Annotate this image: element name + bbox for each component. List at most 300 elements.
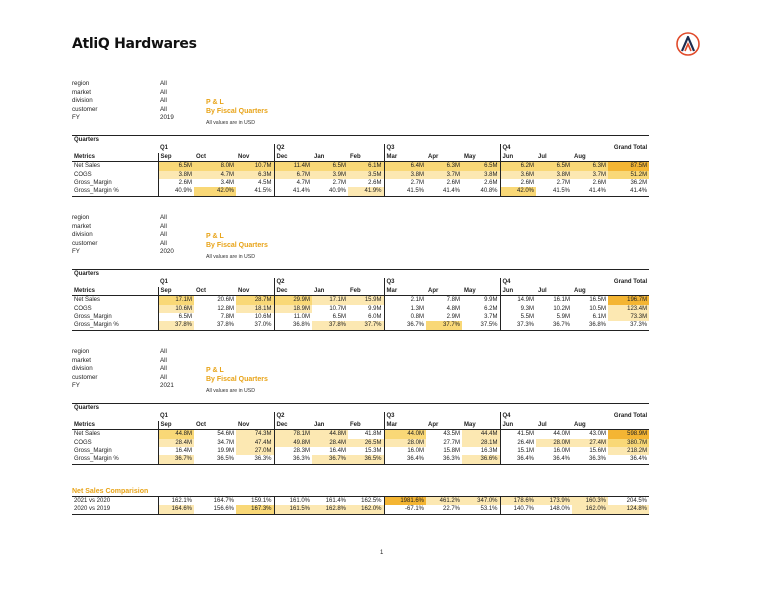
value-cell: 8.0M	[194, 162, 236, 171]
value-cell: 2.6M	[158, 179, 194, 187]
value-cell: 9.9M	[368, 305, 382, 312]
value-cell: 2.7M	[332, 180, 346, 187]
month-header: Nov	[236, 153, 274, 162]
month-header: Aug	[572, 153, 608, 162]
month-header: Jun	[500, 287, 536, 296]
value-cell: 36.4%	[500, 455, 536, 464]
value-cell: 42.0%	[194, 187, 236, 196]
value-cell: 17.1M	[158, 296, 194, 305]
month-header: Feb	[348, 421, 384, 430]
filter-label: region	[72, 80, 90, 87]
value-cell: 4.8M	[446, 305, 460, 312]
pl-heading	[206, 98, 268, 116]
quarter-header: Q4	[500, 144, 608, 152]
value-cell: 36.3%	[572, 455, 608, 464]
value-cell: 22.7%	[426, 505, 462, 514]
comparison-label: 2020 vs 2019	[72, 505, 158, 514]
metric-label: Net Sales	[74, 163, 101, 170]
value-cell: 37.3%	[608, 321, 649, 330]
value-cell: 12.8M	[217, 305, 234, 312]
filter-label: division	[72, 365, 93, 373]
value-cell: 28.0M	[384, 439, 426, 447]
value-cell: 7.8M	[446, 297, 460, 304]
value-cell: 3.9M	[312, 171, 348, 179]
value-cell: 49.8M	[274, 439, 312, 447]
filter-value: All	[160, 105, 167, 113]
value-cell: 1.3M	[384, 305, 426, 313]
value-cell: 6.7M	[274, 171, 312, 179]
value-cell: 28.7M	[236, 296, 274, 305]
quarters-label: Quarters	[72, 136, 649, 145]
month-header: Jul	[536, 421, 572, 430]
metric-label: Net Sales	[74, 431, 101, 438]
value-cell: 6.2M	[500, 162, 536, 171]
pl-heading	[206, 232, 268, 250]
value-cell: 15.8M	[443, 448, 460, 455]
value-cell: 19.9M	[217, 448, 234, 455]
quarter-header: Q1	[160, 145, 169, 152]
table-row	[72, 455, 649, 464]
value-cell: 6.1M	[348, 162, 384, 171]
value-cell: 47.4M	[236, 439, 274, 447]
filter-label: division	[72, 97, 93, 105]
value-cell: 54.6M	[217, 431, 234, 438]
month-header: Mar	[384, 153, 426, 162]
value-cell: 2.7M	[556, 180, 570, 187]
value-cell: 140.7%	[500, 505, 536, 514]
value-cell: 18.9M	[274, 305, 312, 313]
metrics-header: Metrics	[72, 287, 158, 296]
value-cell: 41.4%	[572, 187, 608, 196]
value-cell: 3.8M	[462, 171, 500, 179]
value-cell: 156.6%	[194, 505, 236, 514]
value-cell: 36.3%	[426, 455, 462, 464]
month-header: May	[462, 421, 500, 430]
month-header: May	[462, 287, 500, 296]
value-cell: 16.1M	[553, 297, 570, 304]
quarter-header: Q3	[384, 278, 500, 286]
filter-label: FY	[72, 114, 80, 122]
value-cell: 28.4M	[158, 439, 194, 447]
value-cell: 15.6M	[589, 448, 606, 455]
value-cell: 40.9%	[158, 187, 194, 196]
filter-label: customer	[72, 373, 98, 381]
month-header: Jun	[500, 421, 536, 430]
value-cell: 78.1M	[274, 430, 312, 439]
value-cell: 10.2M	[553, 305, 570, 312]
units-note: All values are in USD	[206, 254, 256, 260]
value-cell: 159.1%	[236, 497, 274, 506]
value-cell: 6.5M	[312, 162, 348, 171]
pl-table	[72, 403, 648, 465]
value-cell: 0.8M	[384, 313, 426, 321]
metric-label: Gross_Margin	[74, 314, 112, 321]
filter-value: All	[160, 222, 167, 230]
filter-label: market	[72, 356, 91, 364]
filter-value: All	[160, 97, 167, 105]
value-cell: 162.0%	[348, 505, 384, 514]
month-header: Oct	[194, 153, 236, 162]
value-cell: 37.8%	[158, 321, 194, 330]
value-cell: 27.7M	[443, 439, 460, 446]
metric-label: Gross_Margin %	[72, 187, 158, 196]
filter-label: region	[72, 348, 90, 355]
table-row	[72, 439, 649, 447]
value-cell: 53.1%	[462, 505, 500, 514]
metric-label: Net Sales	[74, 297, 101, 304]
metric-label: Gross_Margin %	[72, 455, 158, 464]
month-header: Sep	[158, 421, 194, 430]
value-cell: 10.6M	[254, 314, 272, 321]
quarter-header: Q3	[384, 144, 500, 152]
value-cell: 44.8M	[158, 430, 194, 439]
metric-label: Gross_Margin	[74, 180, 112, 187]
value-cell: 3.7M	[572, 171, 608, 179]
month-header: Jan	[312, 421, 348, 430]
value-cell: 41.9%	[348, 187, 384, 196]
value-cell: 36.7%	[158, 455, 194, 464]
table-row	[72, 497, 649, 506]
table-row	[72, 305, 649, 313]
comparison-title: Net Sales Comparision	[72, 488, 149, 495]
value-cell: 41.4%	[426, 187, 462, 196]
month-header: Aug	[572, 287, 608, 296]
value-cell: 44.0M	[384, 430, 426, 439]
value-cell: 164.7%	[194, 497, 236, 506]
value-cell: 15.3M	[364, 448, 382, 455]
value-cell: 3.6M	[500, 171, 536, 179]
value-cell: 28.1M	[462, 439, 500, 447]
value-cell: 5.9M	[556, 314, 570, 321]
comparison-table	[72, 496, 647, 515]
value-cell: 10.7M	[329, 305, 346, 312]
value-cell: 7.8M	[220, 314, 234, 321]
month-header: May	[462, 153, 500, 162]
month-header: Jul	[536, 153, 572, 162]
value-cell: 44.0M	[553, 431, 570, 438]
value-cell: 162.8%	[312, 505, 348, 514]
quarter-header: Q4	[500, 412, 608, 420]
filter-value: 2021	[160, 382, 174, 390]
value-cell: 37.0%	[236, 321, 274, 330]
filter-label: FY	[72, 248, 80, 256]
page-number: 1	[380, 550, 384, 556]
value-cell: 41.4%	[608, 187, 649, 196]
value-cell: 3.5M	[348, 171, 384, 179]
value-cell: 6.3M	[426, 162, 462, 171]
pl-subtitle: By Fiscal Quarters	[206, 376, 268, 383]
metric-label: Gross_Margin %	[72, 321, 158, 330]
value-cell: 27.0M	[236, 447, 274, 455]
value-cell: 36.4%	[608, 455, 649, 464]
metrics-header: Metrics	[72, 421, 158, 430]
value-cell: 9.3M	[500, 305, 536, 313]
month-header: Mar	[384, 421, 426, 430]
filter-value: All	[160, 214, 167, 221]
value-cell: 36.3%	[274, 455, 312, 464]
metric-label: COGS	[74, 305, 92, 312]
metrics-header: Metrics	[72, 153, 158, 162]
value-cell: 43.0M	[589, 431, 606, 438]
value-cell: 51.2M	[608, 171, 649, 179]
value-cell: -67.1%	[384, 505, 426, 514]
value-cell: 37.5%	[462, 321, 500, 330]
value-cell: 6.5M	[158, 313, 194, 321]
filter-label: customer	[72, 105, 98, 113]
value-cell: 16.0M	[553, 448, 570, 455]
filter-label: market	[72, 222, 91, 230]
value-cell: 36.7%	[536, 321, 572, 330]
value-cell: 44.8M	[312, 430, 348, 439]
value-cell: 160.3%	[572, 497, 608, 506]
value-cell: 16.3M	[480, 448, 498, 455]
value-cell: 36.2M	[630, 180, 648, 187]
value-cell: 161.0%	[274, 497, 312, 506]
value-cell: 2.7M	[384, 179, 426, 187]
value-cell: 347.0%	[462, 497, 500, 506]
value-cell: 36.8%	[274, 321, 312, 330]
value-cell: 161.4%	[312, 497, 348, 506]
value-cell: 36.4%	[384, 455, 426, 464]
value-cell: 204.5%	[608, 497, 649, 506]
pl-subtitle: By Fiscal Quarters	[206, 108, 268, 115]
metric-label: COGS	[74, 171, 92, 178]
value-cell: 15.1M	[500, 447, 536, 455]
month-header: Jan	[312, 287, 348, 296]
filter-value: All	[160, 373, 167, 381]
value-cell: 37.3%	[500, 321, 536, 330]
value-cell: 16.5M	[589, 297, 606, 304]
value-cell: 87.5M	[608, 162, 649, 171]
pl-title: P & L	[206, 367, 224, 374]
value-cell: 6.5M	[536, 162, 572, 171]
quarter-header: Q1	[160, 279, 169, 286]
month-header: Apr	[426, 421, 462, 430]
value-cell: 3.7M	[484, 314, 498, 321]
table-row	[72, 430, 649, 439]
quarters-label: Quarters	[72, 270, 649, 279]
value-cell: 598.9M	[608, 430, 649, 439]
value-cell: 4.7M	[194, 171, 236, 179]
value-cell: 10.7M	[236, 162, 274, 171]
quarter-header: Q3	[384, 412, 500, 420]
value-cell: 162.1%	[158, 497, 194, 506]
value-cell: 3.7M	[426, 171, 462, 179]
filter-value: 2020	[160, 248, 174, 256]
month-header: Sep	[158, 153, 194, 162]
metric-label: Gross_Margin	[74, 448, 112, 455]
filter-value: All	[160, 239, 167, 247]
value-cell: 380.7M	[608, 439, 649, 447]
value-cell: 11.0M	[274, 313, 312, 321]
month-header: Dec	[274, 153, 312, 162]
value-cell: 27.4M	[572, 439, 608, 447]
quarter-header: Q2	[274, 412, 384, 420]
grand-total-header: Grand Total	[613, 279, 648, 286]
value-cell: 36.4%	[536, 455, 572, 464]
value-cell: 41.5%	[384, 187, 426, 196]
value-cell: 2.6M	[446, 180, 460, 187]
value-cell: 26.5M	[348, 439, 384, 447]
filter-value: All	[160, 365, 167, 373]
value-cell: 1981.6%	[384, 497, 426, 506]
value-cell: 36.3%	[236, 455, 274, 464]
value-cell: 74.3M	[236, 430, 274, 439]
value-cell: 37.8%	[194, 321, 236, 330]
value-cell: 36.7%	[384, 321, 426, 330]
month-header: Sep	[158, 287, 194, 296]
table-row	[72, 321, 649, 330]
value-cell: 28.4M	[312, 439, 348, 447]
value-cell: 10.6M	[158, 305, 194, 313]
table-row	[72, 447, 649, 455]
pl-table	[72, 135, 648, 197]
value-cell: 43.5M	[443, 431, 460, 438]
value-cell: 2.6M	[368, 180, 382, 187]
value-cell: 124.8%	[608, 505, 649, 514]
value-cell: 41.8M	[364, 431, 382, 438]
value-cell: 40.8%	[462, 187, 500, 196]
value-cell: 196.7M	[608, 296, 649, 305]
value-cell: 17.1M	[312, 296, 348, 305]
value-cell: 36.5%	[348, 455, 384, 464]
value-cell: 36.7%	[312, 455, 348, 464]
month-header: Dec	[274, 287, 312, 296]
table-row	[72, 171, 649, 179]
value-cell: 6.0M	[368, 314, 382, 321]
units-note: All values are in USD	[206, 388, 256, 394]
value-cell: 178.6%	[500, 497, 536, 506]
value-cell: 16.0M	[384, 447, 426, 455]
value-cell: 20.6M	[217, 297, 234, 304]
month-header: Dec	[274, 421, 312, 430]
value-cell: 41.5M	[500, 430, 536, 439]
month-header: Jul	[536, 287, 572, 296]
quarter-header: Q4	[500, 278, 608, 286]
filter-label: market	[72, 88, 91, 96]
month-header: Oct	[194, 287, 236, 296]
app-title: AtliQ Hardwares	[72, 36, 197, 52]
value-cell: 164.6%	[158, 505, 194, 514]
month-header: Feb	[348, 153, 384, 162]
table-row	[72, 505, 649, 514]
value-cell: 161.5%	[274, 505, 312, 514]
value-cell: 2.9M	[446, 314, 460, 321]
pl-title: P & L	[206, 99, 224, 106]
value-cell: 29.9M	[274, 296, 312, 305]
value-cell: 11.4M	[274, 162, 312, 171]
units-note: All values are in USD	[206, 120, 256, 126]
month-header: Apr	[426, 287, 462, 296]
month-header: Nov	[236, 421, 274, 430]
value-cell: 36.8%	[572, 321, 608, 330]
value-cell: 18.1M	[236, 305, 274, 313]
month-header: Mar	[384, 287, 426, 296]
value-cell: 6.3M	[572, 162, 608, 171]
value-cell: 15.9M	[348, 296, 384, 305]
value-cell: 3.8M	[536, 171, 572, 179]
value-cell: 16.4M	[329, 448, 346, 455]
value-cell: 42.0%	[500, 187, 536, 196]
value-cell: 37.7%	[426, 321, 462, 330]
table-row	[72, 187, 649, 196]
value-cell: 162.5%	[348, 497, 384, 506]
pl-heading	[206, 366, 268, 384]
table-row	[72, 313, 649, 321]
metric-label: COGS	[74, 439, 92, 446]
quarter-header: Q1	[160, 413, 169, 420]
filter-panel	[72, 348, 208, 391]
value-cell: 26.4M	[500, 439, 536, 447]
value-cell: 10.5M	[589, 305, 606, 312]
value-cell: 4.7M	[274, 179, 312, 187]
pl-subtitle: By Fiscal Quarters	[206, 242, 268, 249]
month-header: Apr	[426, 153, 462, 162]
month-header: Oct	[194, 421, 236, 430]
value-cell: 40.9%	[312, 187, 348, 196]
value-cell: 16.4M	[158, 447, 194, 455]
pl-title: P & L	[206, 233, 224, 240]
value-cell: 6.2M	[484, 305, 498, 312]
grand-total-header: Grand Total	[613, 413, 648, 420]
value-cell: 28.0M	[536, 439, 572, 447]
quarters-label: Quarters	[72, 404, 649, 413]
value-cell: 36.5%	[194, 455, 236, 464]
filter-value: All	[160, 88, 167, 96]
value-cell: 6.4M	[384, 162, 426, 171]
value-cell: 148.0%	[536, 505, 572, 514]
value-cell: 28.3M	[274, 447, 312, 455]
value-cell: 2.6M	[500, 179, 536, 187]
value-cell: 6.5M	[462, 162, 500, 171]
filter-label: customer	[72, 239, 98, 247]
filter-label: division	[72, 231, 93, 239]
value-cell: 123.4M	[608, 305, 649, 313]
table-row	[72, 179, 649, 187]
value-cell: 44.4M	[462, 430, 500, 439]
grand-total-header: Grand Total	[613, 145, 648, 152]
value-cell: 2.1M	[384, 296, 426, 305]
filter-panel	[72, 214, 208, 257]
value-cell: 73.3M	[608, 313, 649, 321]
value-cell: 461.2%	[426, 497, 462, 506]
filter-value: All	[160, 348, 167, 355]
value-cell: 167.3%	[236, 505, 274, 514]
value-cell: 6.1M	[592, 314, 606, 321]
value-cell: 218.2M	[608, 447, 649, 455]
value-cell: 41.5%	[236, 187, 274, 196]
filter-value: All	[160, 80, 167, 87]
value-cell: 6.5M	[158, 162, 194, 171]
table-row	[72, 296, 649, 305]
value-cell: 37.8%	[312, 321, 348, 330]
value-cell: 6.5M	[332, 314, 346, 321]
value-cell: 36.6%	[462, 455, 500, 464]
filter-value: 2019	[160, 114, 174, 122]
pl-table	[72, 269, 648, 331]
comparison-label: 2021 vs 2020	[72, 497, 158, 506]
value-cell: 162.0%	[572, 505, 608, 514]
filter-value: All	[160, 356, 167, 364]
month-header: Nov	[236, 287, 274, 296]
value-cell: 173.9%	[536, 497, 572, 506]
value-cell: 6.3M	[236, 171, 274, 179]
value-cell: 37.7%	[348, 321, 384, 330]
month-header: Jun	[500, 153, 536, 162]
atliq-logo-icon	[676, 32, 700, 56]
value-cell: 2.6M	[484, 180, 498, 187]
value-cell: 3.8M	[384, 171, 426, 179]
